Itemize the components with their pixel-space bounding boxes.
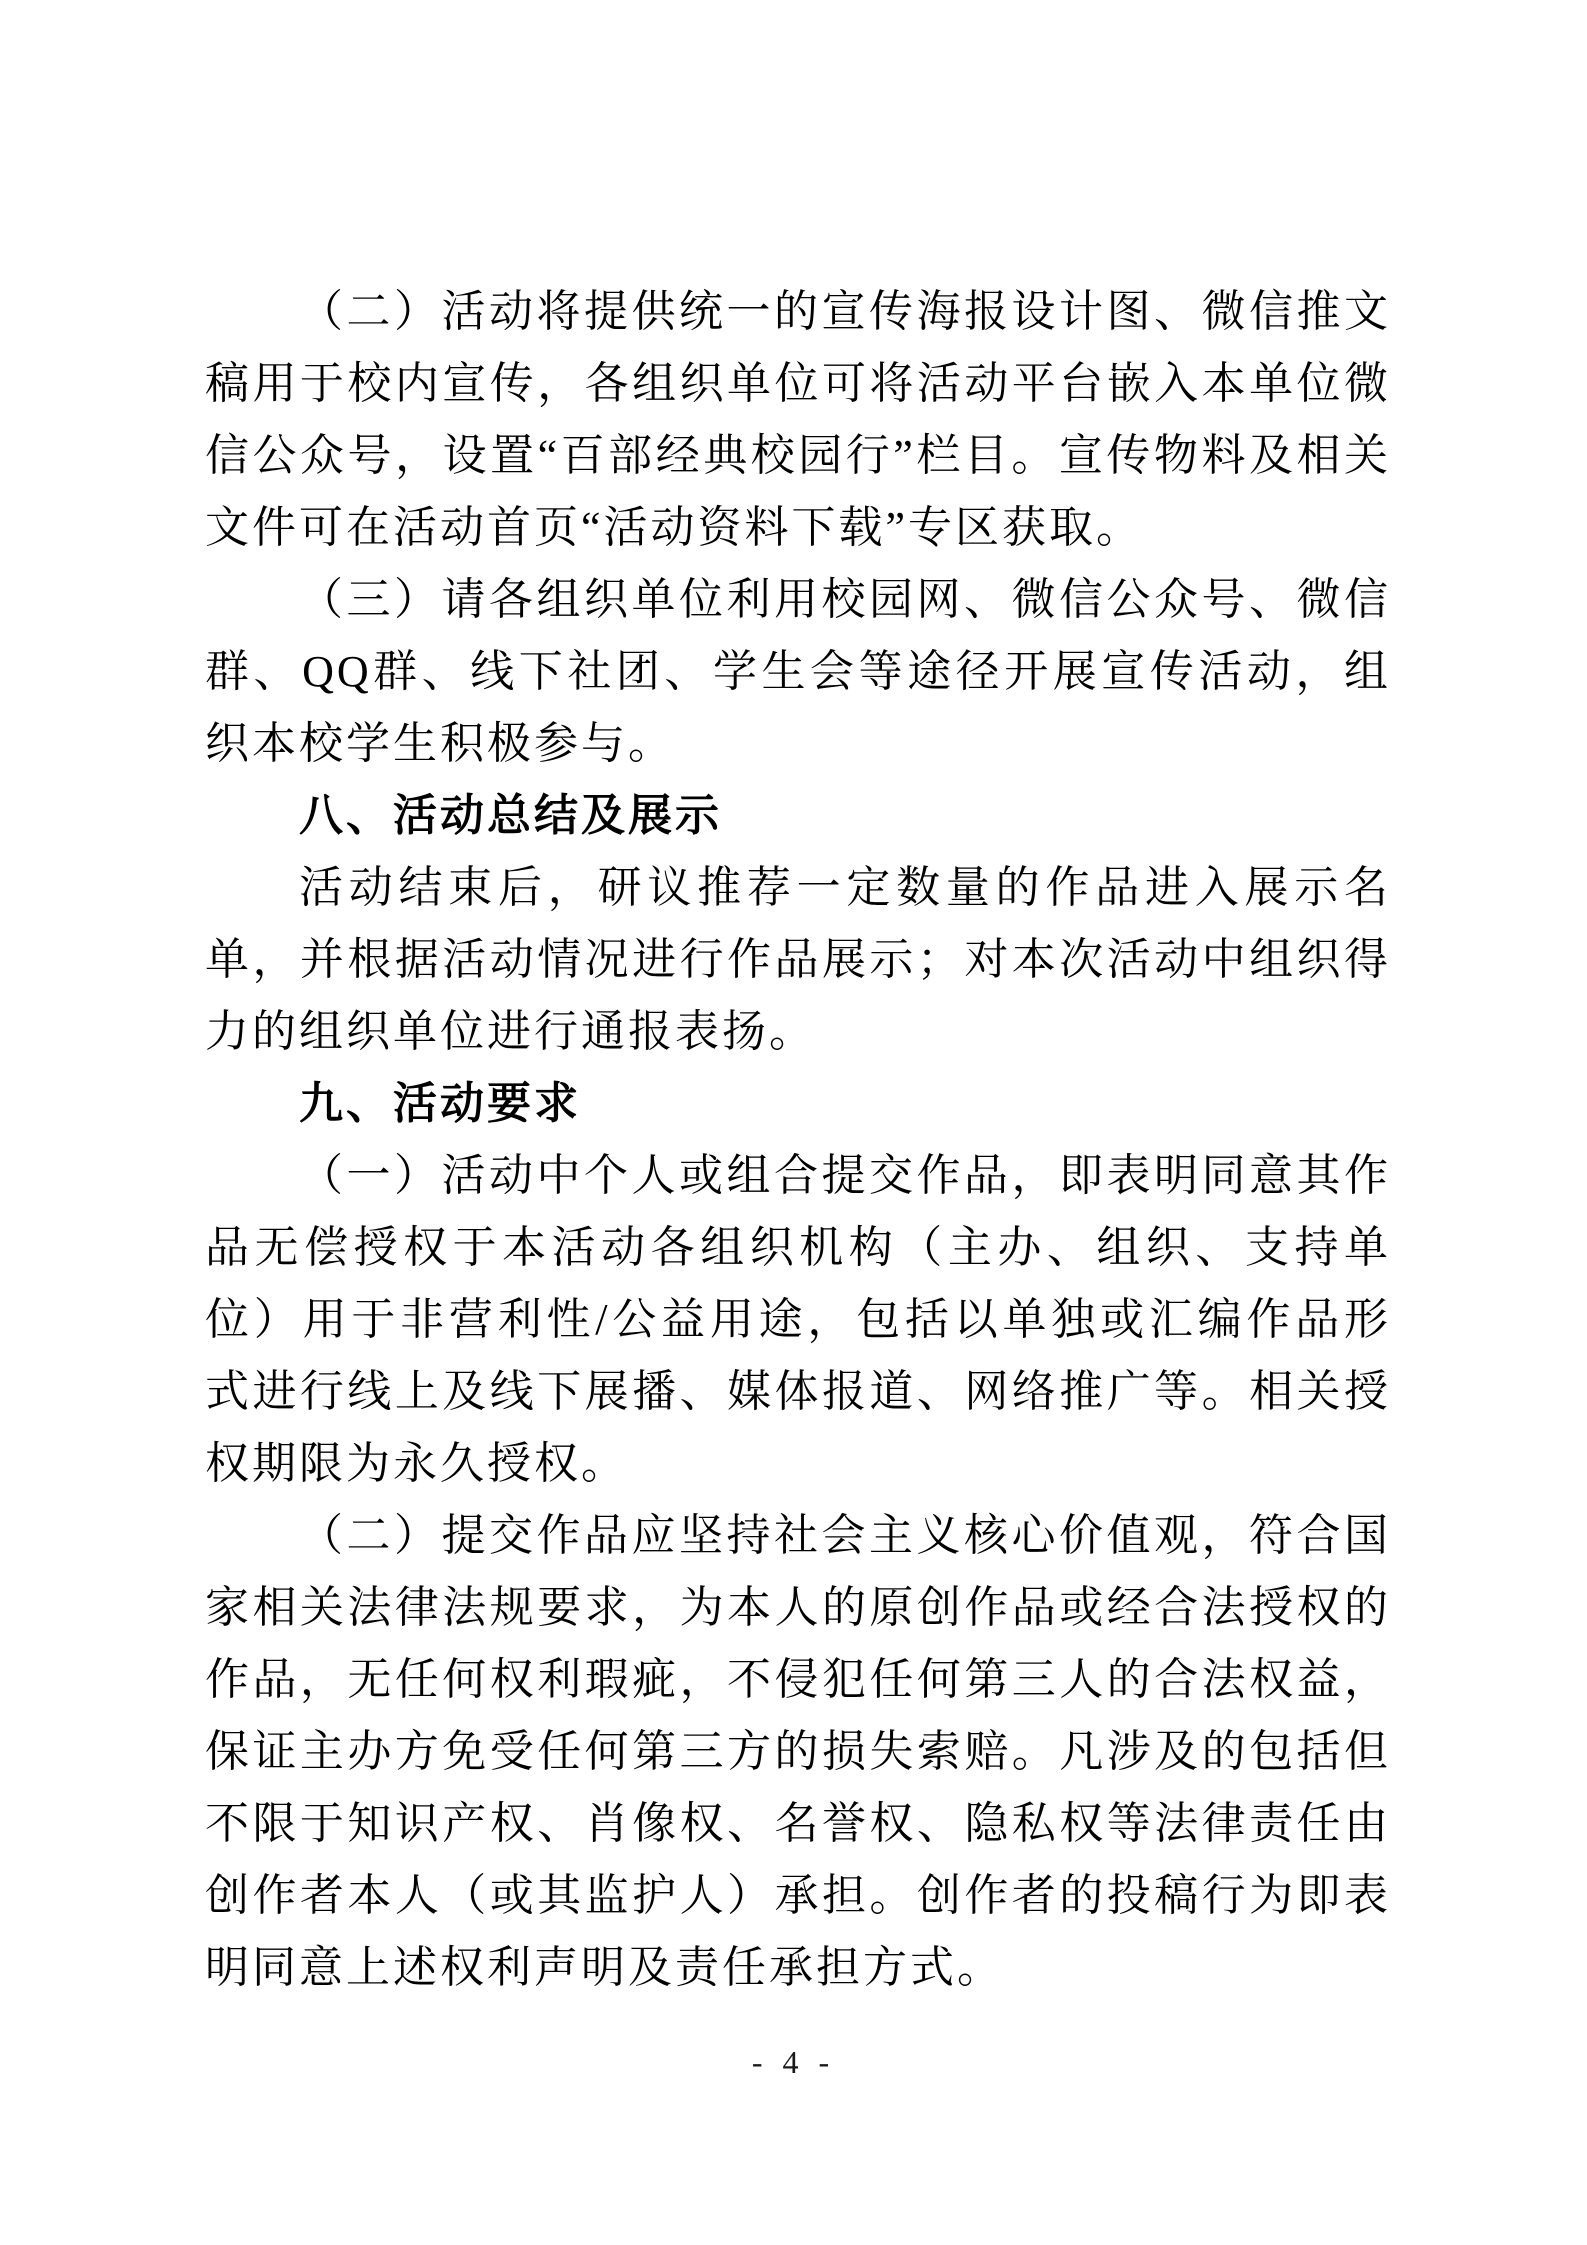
- section-heading-8-summary-and-exhibition: 八、活动总结及展示: [299, 791, 722, 840]
- page-footer: [0, 2042, 1587, 2082]
- paragraph-publicity-materials: （二）活动将提供统一的宣传海报设计图、微信推文稿用于校内宣传，各组织单位可将活动平台嵌入本单位微信公众号，设置“百部经典校园行”栏目。宣传物料及相关文件可在活动首页“活动资料下载”专区获取。: [205, 287, 1391, 552]
- paragraph-authorization-terms: （一）活动中个人或组合提交作品，即表明同意其作品无偿授权于本活动各组织机构（主办、组织、支持单位）用于非营利性/公益用途，包括以单独或汇编作品形式进行线上及线下展播、媒体报道、网络推广等。相关授权期限为永久授权。: [205, 1151, 1391, 1488]
- paragraph-campus-promotion-channels: （三）请各组织单位利用校园网、微信公众号、微信群、QQ群、线下社团、学生会等途径开展宣传活动，组织本校学生积极参与。: [205, 575, 1391, 768]
- paragraph-legal-responsibility: （二）提交作品应坚持社会主义核心价值观，符合国家相关法律法规要求，为本人的原创作品或经合法授权的作品，无任何权利瑕疵，不侵犯任何第三人的合法权益，保证主办方免受任何第三方的损失索赔。凡涉及的包括但不限于知识产权、肖像权、名誉权、隐私权等法律责任由创作者本人（或其监护人）承担。创作者的投稿行为即表明同意上述权利声明及责任承担方式。: [205, 1511, 1391, 1992]
- document-body: [205, 276, 1391, 2004]
- section-heading-9-activity-requirements: 九、活动要求: [299, 1079, 581, 1128]
- paragraph-post-activity-review: 活动结束后，研议推荐一定数量的作品进入展示名单，并根据活动情况进行作品展示；对本次活动中组织得力的组织单位进行通报表扬。: [205, 863, 1391, 1056]
- page-number: - 4 -: [751, 2044, 836, 2080]
